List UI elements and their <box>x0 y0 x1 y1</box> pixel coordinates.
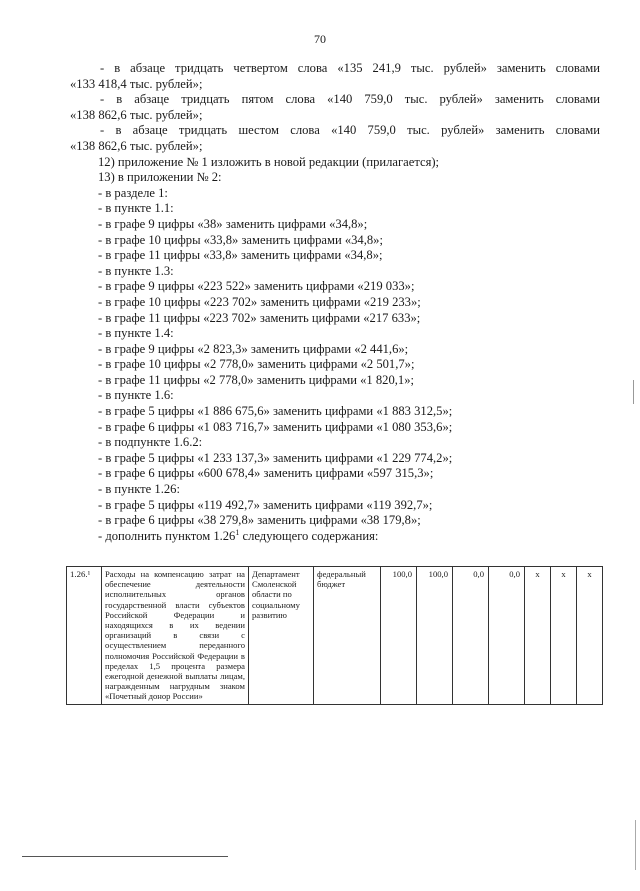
paragraph-line: - в графе 10 цифры «223 702» заменить цифрами «219 233»; <box>98 294 421 309</box>
paragraph-line: - в графе 6 цифры «38 279,8» заменить цифрами «38 179,8»; <box>98 513 421 528</box>
cell-x-1: x <box>525 567 551 705</box>
cell-value-3: 0,0 <box>453 567 489 705</box>
table-row <box>67 567 603 705</box>
paragraph-line: - в разделе 1: <box>98 185 168 200</box>
paragraph-line: - в графе 10 цифры «2 778,0» заменить цифрами «2 501,7»; <box>98 357 415 372</box>
body-text <box>70 61 600 544</box>
cell-item-number: 1.26.¹ <box>67 567 102 705</box>
cell-expense-name <box>102 567 249 705</box>
paragraph-line: - в пункте 1.4: <box>98 326 174 341</box>
scan-artifact-line <box>22 856 228 857</box>
paragraph-line: - в графе 5 цифры «1 233 137,3» заменить цифрами «1 229 774,2»; <box>98 450 453 465</box>
cell-department: Департамент Смоленской области по социальному развитию <box>249 567 314 705</box>
cell-value-2: 100,0 <box>417 567 453 705</box>
scan-artifact-mark <box>633 380 634 404</box>
paragraph-line: - в графе 5 цифры «1 886 675,6» заменить цифрами «1 883 312,5»; <box>98 404 453 419</box>
paragraph-line: - в пункте 1.6: <box>98 388 174 403</box>
cell-value-4: 0,0 <box>489 567 525 705</box>
paragraph-line: - в графе 6 цифры «600 678,4» заменить цифрами «597 315,3»; <box>98 466 434 481</box>
paragraph-line: «138 862,6 тыс. рублей»; <box>70 107 203 122</box>
expense-name-text: Расходы на компенсацию затрат на обеспечение деятельности исполнительных органов государственной власти субъектов Российской Федерации и находящихся в их ведении организаций в связи с осуществлением переданного полномочия Российской Федерации в пределах 1,5 процента размера ежегодной денежной выплаты лицам, награжденным нагрудным знаком «Почетный донор России» <box>105 569 245 702</box>
paragraph-line-last <box>70 529 600 545</box>
paragraph-line: - в абзаце тридцать четвертом слова «135 241,9 тыс. рублей» заменить словами <box>100 61 600 75</box>
paragraph-line: - в графе 5 цифры «119 492,7» заменить цифрами «119 392,7»; <box>98 497 433 512</box>
paragraph-line: - в графе 10 цифры «33,8» заменить цифрами «34,8»; <box>98 232 383 247</box>
paragraph-line: - в пункте 1.3: <box>98 263 174 278</box>
paragraph-line: - в графе 9 цифры «2 823,3» заменить цифрами «2 441,6»; <box>98 341 409 356</box>
paragraph-line: - в пункте 1.1: <box>98 201 174 216</box>
last-line-superscript: 1 <box>235 527 240 537</box>
cell-value-1: 100,0 <box>381 567 417 705</box>
page-number: 70 <box>314 32 326 46</box>
paragraph-line: 13) в приложении № 2: <box>98 170 222 185</box>
cell-x-2: x <box>551 567 577 705</box>
paragraph-line: - в графе 11 цифры «33,8» заменить цифрами «34,8»; <box>98 248 383 263</box>
cell-funding-source: федеральный бюджет <box>314 567 381 705</box>
paragraph-line: - в подпункте 1.6.2: <box>98 435 203 450</box>
paragraph-line: - в графе 9 цифры «223 522» заменить цифрами «219 033»; <box>98 279 415 294</box>
paragraph-line: - в графе 11 цифры «223 702» заменить цифрами «217 633»; <box>98 310 421 325</box>
paragraph-line: - в графе 6 цифры «1 083 716,7» заменить цифрами «1 080 353,6»; <box>98 419 453 434</box>
cell-x-3: x <box>577 567 603 705</box>
paragraph-line: - в абзаце тридцать пятом слова «140 759,0 тыс. рублей» заменить словами <box>100 92 600 107</box>
last-line-after: следующего содержания: <box>239 528 379 543</box>
scan-artifact-mark <box>635 820 636 870</box>
paragraph-line: - в абзаце тридцать шестом слова «140 759,0 тыс. рублей» заменить словами <box>100 123 600 138</box>
paragraph-line: «138 862,6 тыс. рублей»; <box>70 138 203 153</box>
paragraph-line: - в графе 11 цифры «2 778,0» заменить цифрами «1 820,1»; <box>98 372 414 387</box>
amendment-table <box>66 566 603 705</box>
last-line-before: - дополнить пунктом 1.26 <box>98 528 236 543</box>
paragraph-line: «133 418,4 тыс. рублей»; <box>70 76 203 91</box>
paragraph-line: 12) приложение № 1 изложить в новой редакции (прилагается); <box>98 154 440 169</box>
paragraph-line: - в графе 9 цифры «38» заменить цифрами «34,8»; <box>98 216 368 231</box>
paragraph-line: - в пункте 1.26: <box>98 482 180 497</box>
